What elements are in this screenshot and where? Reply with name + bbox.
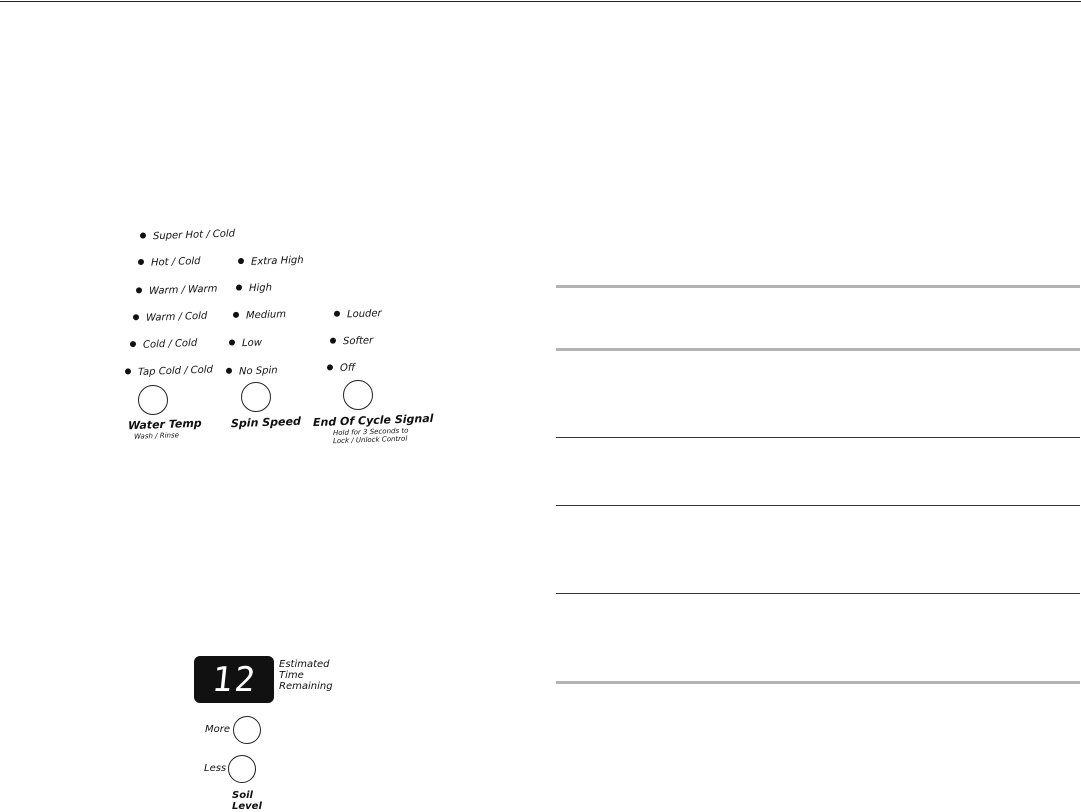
- water-temp-option-cold-cold: Cold / Cold: [130, 338, 197, 352]
- soil-more-button[interactable]: [233, 716, 261, 744]
- water-temp-sublabel: Wash / Rinse: [134, 431, 179, 441]
- spin-speed-button[interactable]: [241, 382, 271, 412]
- spin-speed-option-medium: Medium: [233, 309, 286, 323]
- water-temp-option-tap-cold-cold: Tap Cold / Cold: [125, 364, 213, 379]
- top-border-line: [0, 1, 1081, 2]
- divider-rule: [556, 505, 1080, 506]
- indicator-dot: [140, 232, 146, 238]
- indicator-dot: [226, 368, 232, 374]
- divider-rule: [556, 437, 1080, 438]
- divider-rule: [556, 681, 1080, 684]
- water-temp-label: Water Temp: [128, 416, 202, 433]
- indicator-dot: [130, 341, 136, 347]
- water-temp-option-warm-cold: Warm / Cold: [133, 311, 207, 326]
- water-temp-option-super-hot-cold: Super Hot / Cold: [140, 228, 235, 243]
- soil-less-label: Less: [204, 763, 227, 774]
- indicator-dot: [233, 312, 239, 318]
- time-display: [194, 656, 274, 703]
- water-temp-button[interactable]: [138, 385, 168, 415]
- indicator-dot: [136, 287, 142, 293]
- end-signal-option-off: Off: [327, 363, 355, 376]
- soil-less-button[interactable]: [228, 755, 256, 783]
- divider-rule: [556, 593, 1080, 594]
- indicator-dot: [334, 311, 340, 317]
- indicator-dot: [125, 368, 131, 374]
- indicator-dot: [330, 338, 336, 344]
- end-of-cycle-signal-button[interactable]: [343, 380, 373, 410]
- indicator-dot: [133, 314, 139, 320]
- indicator-dot: [327, 364, 333, 370]
- indicator-dot: [238, 258, 244, 264]
- water-temp-option-warm-warm: Warm / Warm: [136, 284, 217, 299]
- divider-rule: [556, 348, 1080, 351]
- time-digits: 12: [209, 660, 260, 700]
- spin-speed-option-no-spin: No Spin: [226, 365, 278, 379]
- spin-speed-option-high: High: [236, 282, 272, 295]
- divider-rule: [556, 285, 1080, 288]
- spin-speed-option-extra-high: Extra High: [238, 255, 304, 269]
- indicator-dot: [138, 259, 144, 265]
- soil-more-label: More: [205, 724, 231, 735]
- estimated-time-caption: Estimated Time Remaining: [279, 659, 333, 692]
- end-signal-option-louder: Louder: [334, 308, 382, 322]
- indicator-dot: [229, 339, 235, 345]
- soil-level-label: Soil Level: [232, 790, 262, 812]
- indicator-dot: [236, 284, 242, 290]
- spin-speed-label: Spin Speed: [231, 414, 301, 431]
- end-of-cycle-sublabel: Hold for 3 Seconds to Lock / Unlock Control: [333, 426, 409, 446]
- end-signal-option-softer: Softer: [330, 335, 373, 349]
- spin-speed-option-low: Low: [229, 337, 262, 350]
- end-of-cycle-signal-label: End Of Cycle Signal: [313, 411, 434, 430]
- water-temp-option-hot-cold: Hot / Cold: [138, 256, 201, 270]
